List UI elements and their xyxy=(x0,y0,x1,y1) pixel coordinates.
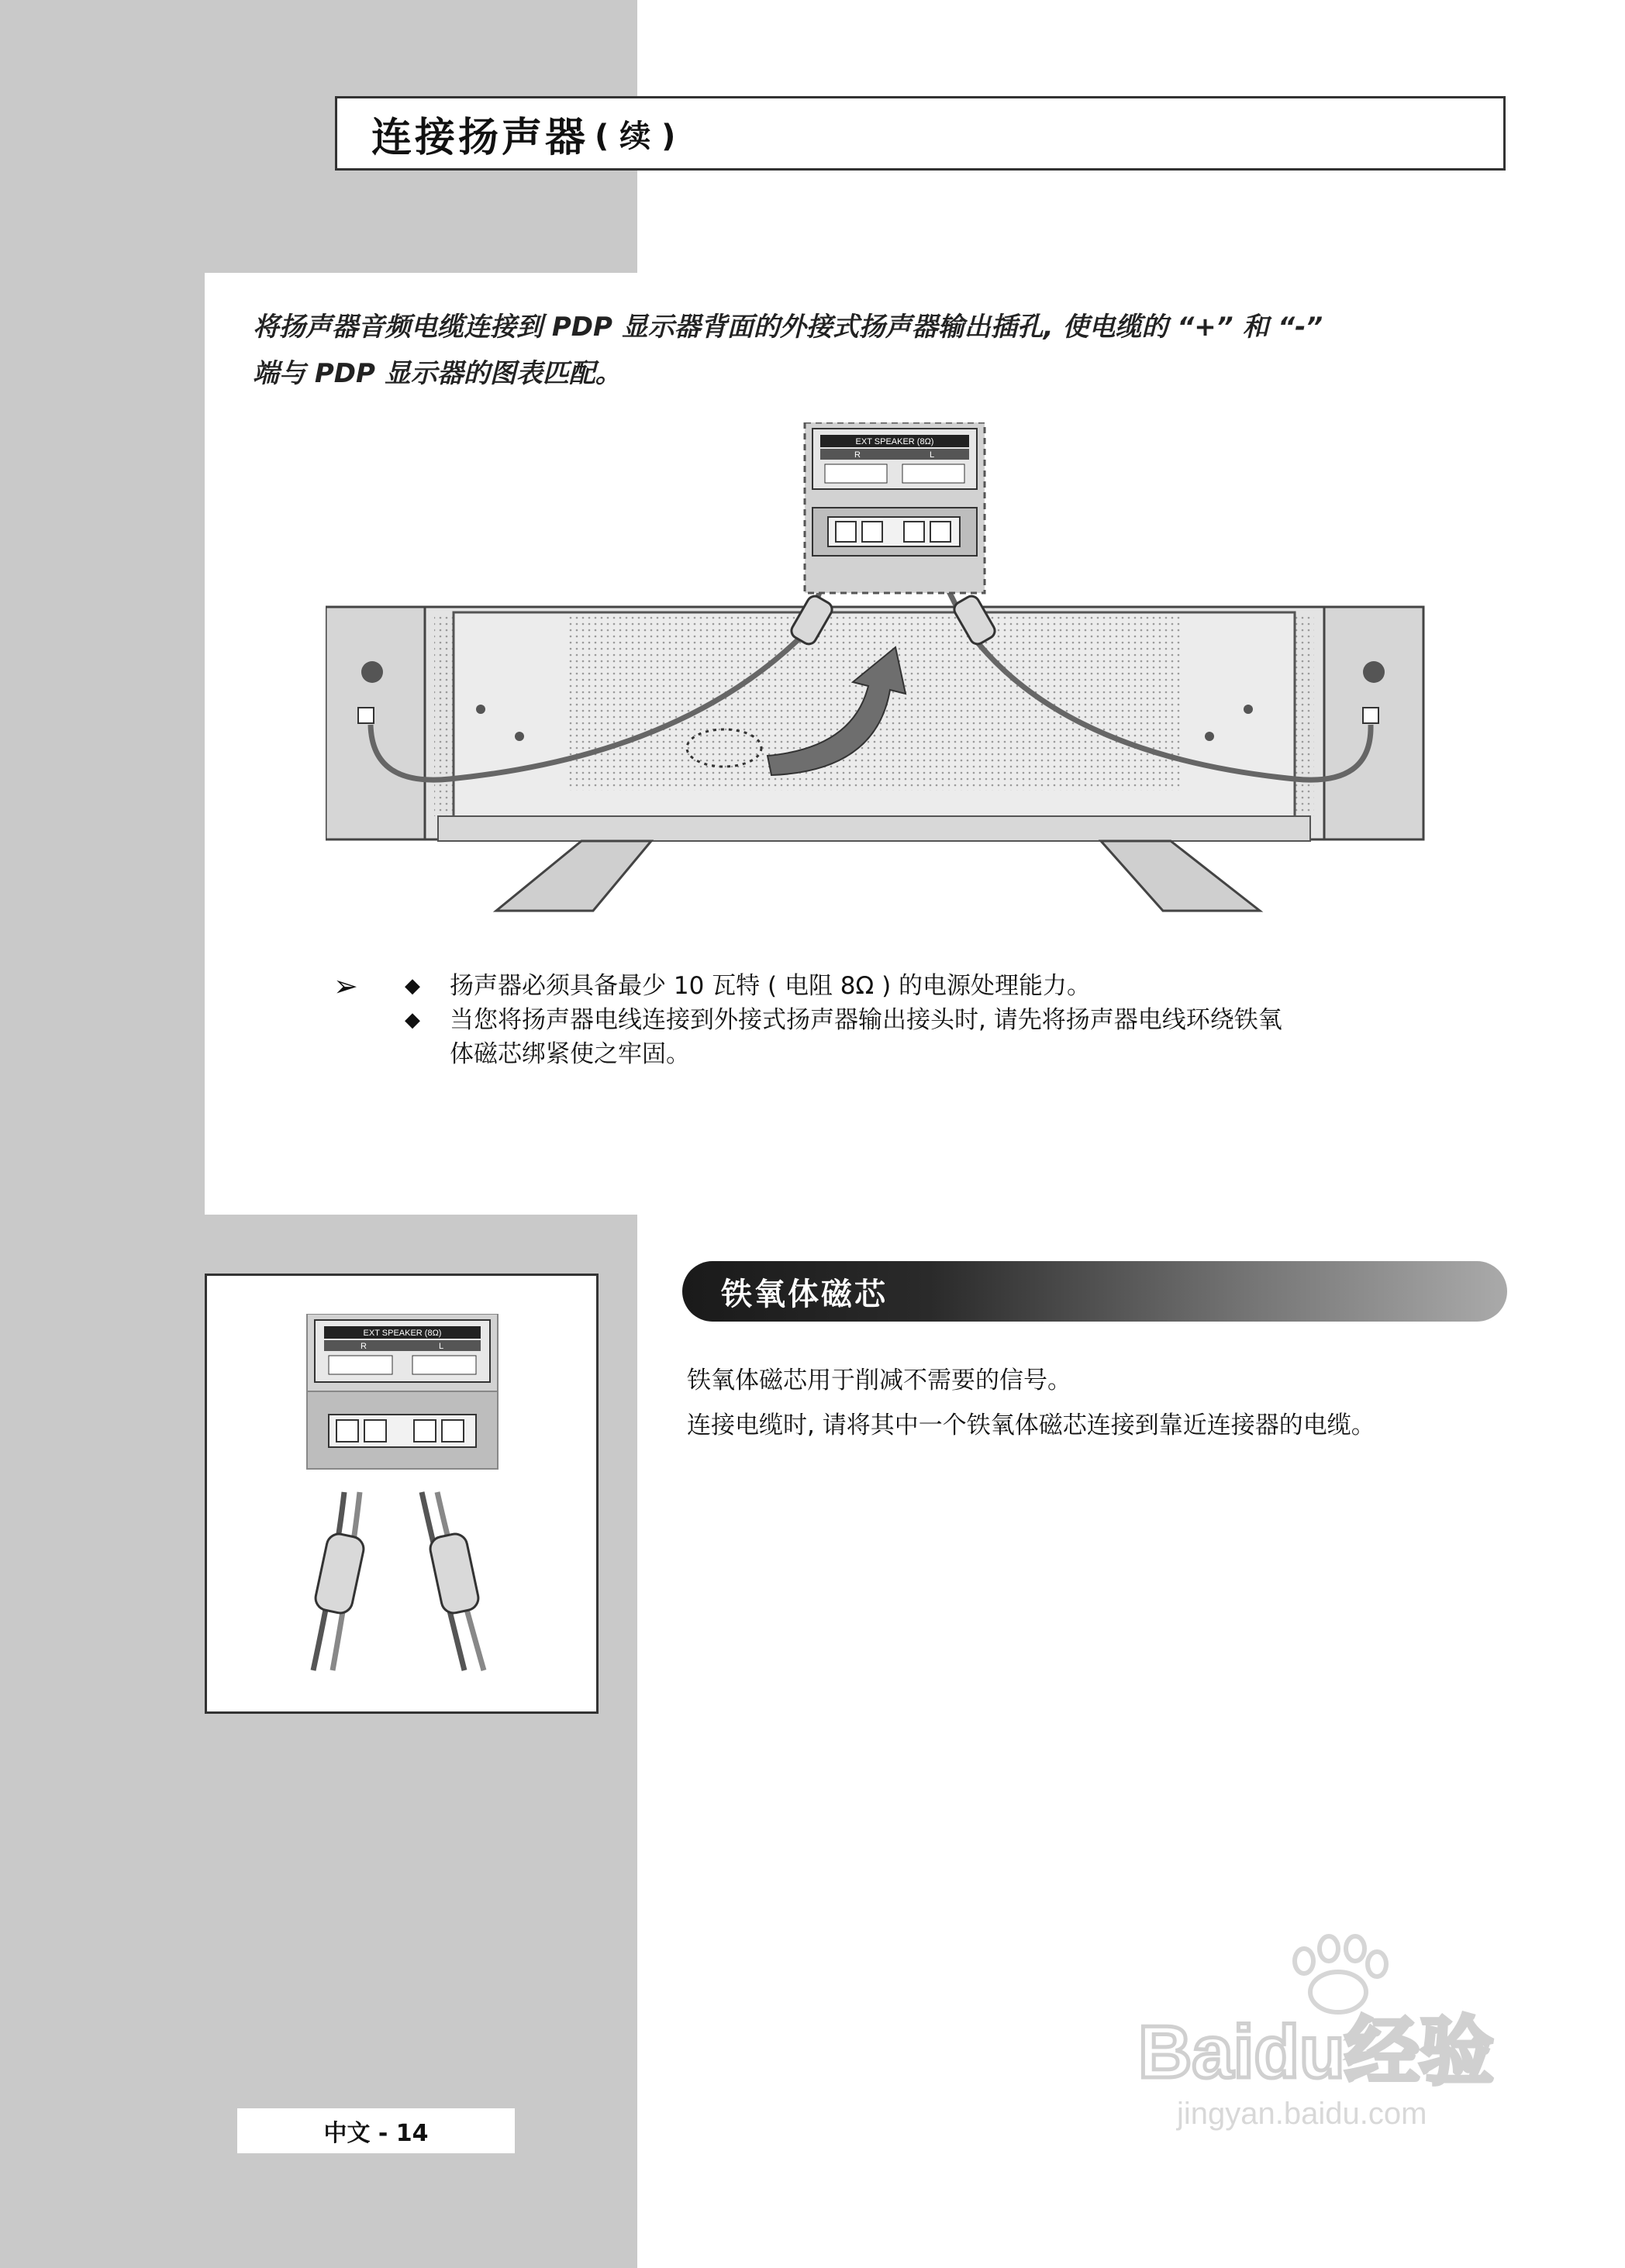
bullet-icon: ◆ xyxy=(405,1008,420,1032)
inset-channel-r-label: R xyxy=(361,1342,367,1351)
section-header-bar xyxy=(682,1261,1507,1322)
section-title: 铁氧体磁芯 xyxy=(721,1276,888,1312)
note-item-continuation: 体磁芯绑紧使之牢固。 xyxy=(450,1040,690,1068)
stand-left-leg xyxy=(496,841,651,911)
notes-block xyxy=(333,969,1496,1071)
tv-rear-speaker-diagram xyxy=(326,422,1450,922)
right-speaker-knob xyxy=(1363,661,1385,683)
page-number: 中文 - 14 xyxy=(323,2120,429,2147)
page-title-box xyxy=(335,96,1506,171)
page-title: 连接扬声器 xyxy=(371,114,589,161)
ferrite-core-icon-right xyxy=(428,1532,481,1615)
intro-line-1: 将扬声器音频电缆连接到 PDP 显示器背面的外接式扬声器输出插孔, 使电缆的 “+” 和 “-” xyxy=(253,312,1323,343)
intro-line-2: 端与 PDP 显示器的图表匹配。 xyxy=(253,358,622,389)
note-item: ◆ 当您将扬声器电线连接到外接式扬声器输出接头时, 请先将扬声器电线环绕铁氧 xyxy=(333,1003,1496,1037)
note-item: ◆ 扬声器必须具备最少 10 瓦特 ( 电阻 8Ω ) 的电源处理能力。 xyxy=(333,969,1496,1003)
bullet-icon: ◆ xyxy=(405,974,420,998)
terminal-label: EXT SPEAKER (8Ω) xyxy=(855,437,934,446)
section-body xyxy=(687,1358,1540,1448)
inset-channel-l-label: L xyxy=(438,1342,444,1351)
page-number-box xyxy=(237,2108,515,2153)
note-arrow-icon: ➢ xyxy=(333,969,358,1003)
channel-r-label: R xyxy=(854,450,861,460)
inset-terminal-label: EXT SPEAKER (8Ω) xyxy=(363,1329,442,1338)
stand-right-leg xyxy=(1101,841,1260,911)
section-line-2: 连接电缆时, 请将其中一个铁氧体磁芯连接到靠近连接器的电缆。 xyxy=(687,1411,1375,1439)
intro-paragraph xyxy=(253,304,1524,397)
channel-l-label: L xyxy=(929,450,935,460)
left-speaker xyxy=(326,607,425,839)
watermark-brand: Baidu经验 xyxy=(1138,2011,1494,2094)
watermark-url: jingyan.baidu.com xyxy=(1177,2097,1427,2131)
left-speaker-knob xyxy=(361,661,383,683)
ferrite-core-diagram xyxy=(298,1314,507,1678)
baidu-watermark-logo xyxy=(1130,1930,1534,2132)
page-title-suffix: ( 续 ) xyxy=(595,118,676,154)
ferrite-core-icon-left xyxy=(313,1532,366,1615)
section-line-1: 铁氧体磁芯用于削减不需要的信号。 xyxy=(687,1367,1071,1394)
